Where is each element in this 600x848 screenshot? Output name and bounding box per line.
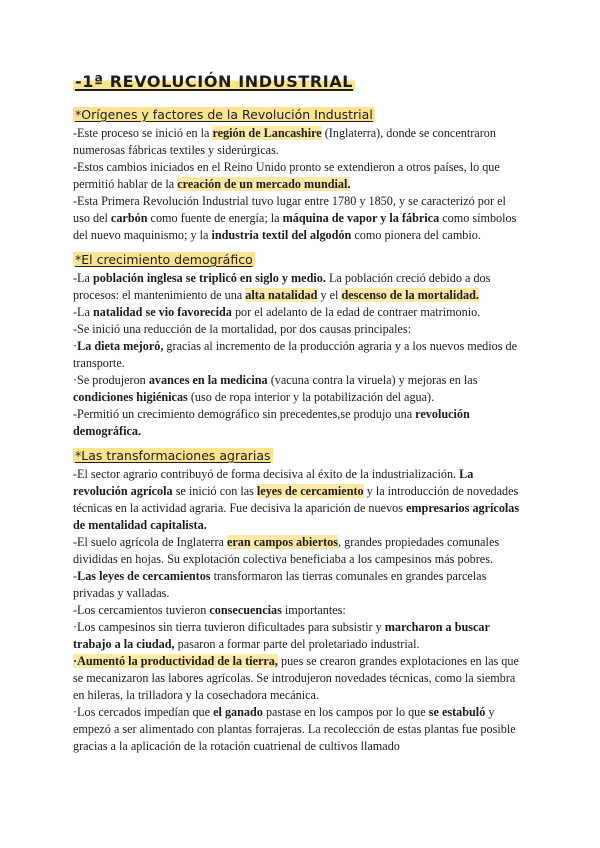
text-run: -Estos cambios iniciados en el Reino Unido pronto se extendieron a otros países, lo que permitió hablar de la	[73, 160, 500, 191]
text-run: importantes:	[281, 603, 346, 617]
text-run: eran campos abiertos	[226, 535, 338, 549]
paragraph	[73, 304, 523, 321]
text-run: -Los cercamientos tuvieron	[73, 603, 210, 617]
text-run: y el	[317, 288, 342, 302]
text-run: -Este proceso se inició en la	[73, 126, 213, 140]
text-run: y empezó a ser alimentado con plantas forrajeras. La recolección de estas plantas fue posible gracias a la aplicación de la rotación cuatrienal de cultivos llamado	[73, 705, 516, 753]
text-run: leyes de cercamiento	[256, 484, 364, 498]
paragraph	[73, 159, 523, 193]
text-run: y la introducción de novedades técnicas en la actividad agraria. Fue decisiva la aparición de nuevos	[73, 484, 519, 515]
text-run: avances en la medicina	[148, 373, 268, 387]
text-run: revolución demográfica.	[73, 407, 470, 438]
text-run: por el adelanto de la edad de contraer matrimonio.	[231, 305, 481, 319]
text-run: transformaron las tierras comunales en grandes parcelas privadas y valladas.	[73, 569, 487, 600]
text-run: pues se crearon grandes explotaciones en las que se mecanizaron las labores agrícolas. Se introdujeron novedades técnicas, como la siembra en hileras, la trilladora y la cosechadora mecánica.	[73, 654, 519, 702]
text-run: consecuencias	[209, 603, 282, 617]
text-run: -La	[73, 305, 93, 319]
section-heading-demography: *El crecimiento demográfico	[75, 252, 253, 267]
text-run: La población creció debido a dos procesos: el mantenimiento de una	[73, 271, 491, 302]
paragraph	[73, 406, 523, 440]
text-run: el ganado	[213, 705, 263, 719]
text-run: región de Lancashire	[212, 126, 322, 140]
text-run: marcharon a buscar trabajo a la ciudad,	[73, 620, 490, 651]
text-run: ·Los cercados impedían que	[73, 705, 214, 719]
text-run: como símbolos del nuevo maquinismo; y la	[73, 211, 517, 242]
paragraph	[73, 619, 523, 653]
text-run: -Permitió un crecimiento demográfico sin precedentes,se produjo una	[73, 407, 416, 421]
text-run: La dieta mejoró,	[77, 339, 164, 353]
text-run: (uso de ropa interior y la potabilización del agua).	[187, 390, 435, 404]
text-run: condiciones higiénicas	[73, 390, 188, 404]
paragraph	[73, 125, 523, 159]
text-run: Las leyes de cercamientos	[77, 569, 211, 583]
text-run: natalidad se vio favorecida	[92, 305, 232, 319]
text-run: máquina de vapor y la fábrica	[282, 211, 440, 225]
text-run: como fuente de energía; la	[147, 211, 283, 225]
text-run: empresarios agrícolas de mentalidad capitalista.	[73, 501, 520, 532]
text-run: -	[73, 569, 78, 583]
section-agrarian-body	[73, 466, 523, 755]
text-run: ·Aumentó la productividad de la tierra,	[73, 654, 278, 668]
text-run: (vacuna contra la viruela) y mejoras en las	[267, 373, 478, 387]
text-run: se inició con las	[172, 484, 257, 498]
text-run: gracias al incremento de la producción agraria y a los nuevos medios de transporte.	[73, 339, 518, 370]
paragraph	[73, 568, 523, 602]
text-run: carbón	[110, 211, 148, 225]
section-origins-body	[73, 125, 523, 244]
section-heading-agrarian: *Las transformaciones agrarias	[75, 448, 271, 463]
paragraph	[73, 270, 523, 304]
section-heading-origins: *Orígenes y factores de la Revolución Industrial	[75, 107, 373, 122]
paragraph	[73, 372, 523, 406]
text-run: -Esta Primera Revolución Industrial tuvo lugar entre 1780 y 1850, y se caracterizó por el uso del	[73, 194, 506, 225]
paragraph	[73, 466, 523, 534]
page-title: -1ª REVOLUCIÓN INDUSTRIAL	[75, 72, 354, 91]
text-run: -La	[73, 271, 93, 285]
text-run: La revolución agrícola	[73, 467, 474, 498]
text-run: como pionera del cambio.	[351, 228, 481, 242]
text-run: pasaron a formar parte del proletariado industrial.	[174, 637, 420, 651]
text-run: (Inglaterra), donde se concentraron numerosas fábricas textiles y siderúrgicas.	[73, 126, 496, 157]
paragraph	[73, 534, 523, 568]
text-run: ·	[73, 339, 78, 353]
paragraph	[73, 704, 523, 755]
text-run: se estabuló	[428, 705, 486, 719]
paragraph	[73, 321, 523, 338]
paragraph	[73, 602, 523, 619]
text-run: industria textil del algodón	[211, 228, 352, 242]
text-run: pastase en los campos por lo que	[262, 705, 429, 719]
text-run: -Se inició una reducción de la mortalidad, por dos causas principales:	[73, 322, 412, 336]
text-run: ·Se produjeron	[73, 373, 149, 387]
text-run: descenso de la mortalidad.	[341, 288, 479, 302]
text-run: -El sector agrario contribuyó de forma decisiva al éxito de la industrialización.	[73, 467, 460, 481]
text-run: alta natalidad	[245, 288, 318, 302]
paragraph	[73, 338, 523, 372]
text-run: creación de un mercado mundial.	[177, 177, 351, 191]
text-run: población inglesa se triplicó en siglo y medio.	[92, 271, 326, 285]
section-demography-body	[73, 270, 523, 440]
paragraph	[73, 653, 523, 704]
paragraph	[73, 193, 523, 244]
text-run: , grandes propiedades comunales divididas en hojas. Su explotación colectiva beneficiaba a los campesinos más pobres.	[73, 535, 500, 566]
text-run: ·Los campesinos sin tierra tuvieron dificultades para subsistir y	[73, 620, 385, 634]
text-run: -El suelo agrícola de Inglaterra	[73, 535, 227, 549]
